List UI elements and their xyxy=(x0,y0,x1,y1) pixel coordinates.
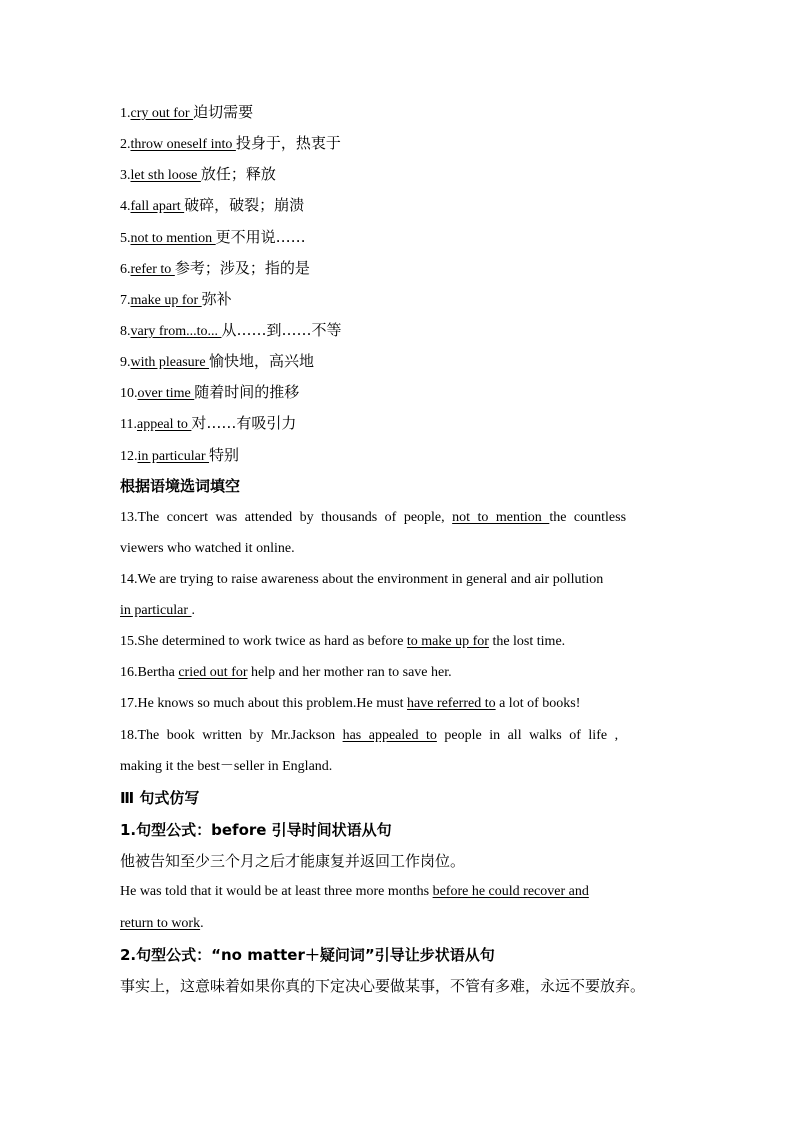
answer-blank: to make up for xyxy=(406,634,489,649)
answer-blank: have referred to xyxy=(406,696,496,711)
phrase-item-2: 2.throw oneself into 投身于，热衷于 xyxy=(120,134,341,152)
phrase-item-9: 9.with pleasure 愉快地，高兴地 xyxy=(120,352,315,370)
pattern-1-title: 1.句型公式：before 引导时间状语从句 xyxy=(120,821,392,839)
pattern-1-chinese: 他被告知至少三个月之后才能康复并返回工作岗位。 xyxy=(120,852,466,870)
answer-blank: before he could recover and xyxy=(432,884,589,899)
answer-blank: in particular xyxy=(120,603,192,618)
phrase-meaning: 参考；涉及；指的是 xyxy=(174,259,310,277)
phrase-item-4: 4.fall apart 破碎，破裂；崩溃 xyxy=(120,196,305,214)
section-3-title: Ⅲ 句式仿写 xyxy=(120,789,200,807)
phrase-meaning: 愉快地，高兴地 xyxy=(209,352,315,370)
phrase-meaning: 特别 xyxy=(209,446,240,464)
phrase-meaning: 对……有吸引力 xyxy=(191,414,297,432)
phrase-item-6: 6.refer to 参考；涉及；指的是 xyxy=(120,259,310,277)
phrase-term: let sth loose xyxy=(130,168,201,183)
question-14: 14.We are trying to raise awareness about the environment in general and air pollution xyxy=(120,572,604,587)
pattern-1-english: He was told that it would be at least three more months before he could recover and xyxy=(120,884,589,899)
phrase-term: fall apart xyxy=(130,199,185,214)
phrase-term: over time xyxy=(137,386,195,401)
answer-blank: return to work xyxy=(120,916,201,931)
phrase-meaning: 随着时间的推移 xyxy=(194,383,300,401)
phrase-meaning: 投身于，热衷于 xyxy=(235,134,341,152)
question-15: 15.She determined to work twice as hard as before to make up for the lost time. xyxy=(120,634,566,649)
phrase-term: not to mention xyxy=(130,231,216,246)
phrase-item-1: 1.cry out for 迫切需要 xyxy=(120,103,254,121)
phrase-item-8: 8.vary from...to... 从……到……不等 xyxy=(120,321,342,339)
phrase-term: vary from...to... xyxy=(130,324,222,339)
question-18-cont: making it the best－seller in England. xyxy=(120,759,333,774)
phrase-item-7: 7.make up for 弥补 xyxy=(120,290,232,308)
question-16: 16.Bertha cried out for help and her mother ran to save her. xyxy=(120,665,452,680)
question-13: 13.The concert was attended by thousands of people, not to mention the countless xyxy=(120,510,627,525)
phrase-meaning: 放任；释放 xyxy=(200,165,276,183)
phrase-item-11: 11.appeal to 对……有吸引力 xyxy=(120,414,297,432)
phrase-meaning: 从……到……不等 xyxy=(221,321,342,339)
phrase-item-5: 5.not to mention 更不用说…… xyxy=(120,228,306,246)
pattern-2-title: 2.句型公式：“no matter＋疑问词”引导让步状语从句 xyxy=(120,946,495,964)
phrase-term: appeal to xyxy=(136,417,192,432)
question-13-cont: viewers who watched it online. xyxy=(120,541,295,556)
question-14-cont: in particular . xyxy=(120,603,196,618)
phrase-meaning: 迫切需要 xyxy=(193,103,254,121)
phrase-term: with pleasure xyxy=(130,355,210,370)
phrase-term: throw oneself into xyxy=(130,137,236,152)
pattern-2-chinese: 事实上，这意味着如果你真的下定决心要做某事，不管有多难，永远不要放弃。 xyxy=(120,977,646,995)
pattern-1-english-cont: return to work. xyxy=(120,916,204,931)
phrase-term: refer to xyxy=(130,262,175,277)
phrase-meaning: 弥补 xyxy=(201,290,232,308)
answer-blank: not to mention xyxy=(452,510,550,525)
answer-blank: cried out for xyxy=(178,665,248,680)
phrase-item-3: 3.let sth loose 放任；释放 xyxy=(120,165,276,183)
phrase-term: in particular xyxy=(137,449,210,464)
question-17: 17.He knows so much about this problem.He must have referred to a lot of books! xyxy=(120,696,581,711)
answer-blank: has appealed to xyxy=(342,728,437,743)
phrase-term: make up for xyxy=(130,293,202,308)
question-18: 18.The book written by Mr.Jackson has appealed to people in all walks of life , xyxy=(120,728,619,743)
phrase-term: cry out for xyxy=(130,106,194,121)
phrase-item-10: 10.over time 随着时间的推移 xyxy=(120,383,300,401)
phrase-meaning: 破碎，破裂；崩溃 xyxy=(184,196,305,214)
section-fill-title: 根据语境选词填空 xyxy=(120,477,241,495)
phrase-meaning: 更不用说…… xyxy=(215,228,306,246)
phrase-item-12: 12.in particular 特别 xyxy=(120,446,240,464)
